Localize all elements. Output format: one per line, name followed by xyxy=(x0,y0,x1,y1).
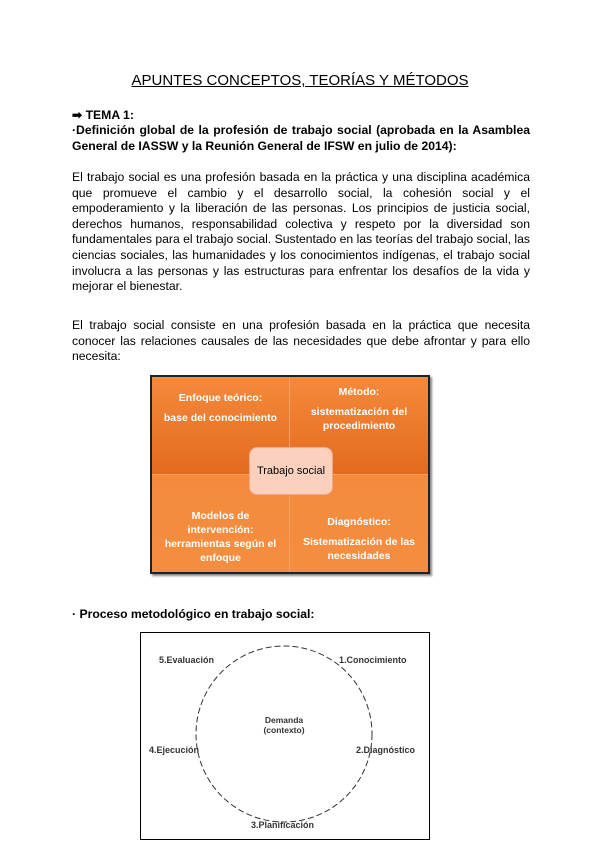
methodological-cycle-diagram xyxy=(140,632,430,840)
quadrant-title: Modelos de intervención: xyxy=(187,509,254,536)
process-heading: · Proceso metodológico en trabajo social: xyxy=(72,607,315,621)
step-planificacion: 3.Planificación xyxy=(251,820,315,830)
quadrant-title: Enfoque teórico: xyxy=(178,392,263,404)
step-ejecucion: 4.Ejecución xyxy=(149,745,200,755)
step-evaluacion: 5.Evaluación xyxy=(159,655,215,665)
cycle-center: Demanda (contexto) xyxy=(263,715,305,735)
paragraph-definition: El trabajo social es una profesión basada en la práctica y una disciplina académica que promueve el cambio y el desarrollo social, la cohesión social y el empoderamiento y la liberación de las personas. Los principios de justicia social, derechos humanos, responsabilidad colectiva y respeto por la diversidad son fundamentales para el trabajo social. Sustentado en las teorías del trabajo social, las ciencias sociales, las humanidades y los conocimientos indígenas, el trabajo social involucra a las personas y las estructuras para enfrentar los desafíos de la vida y mejorar el bienestar. xyxy=(72,170,530,294)
center-node: Trabajo social xyxy=(249,447,333,495)
quadrant-title: Diagnóstico: xyxy=(327,515,391,528)
quadrant-text: herramientas según el enfoque xyxy=(164,537,277,564)
page-title: APUNTES CONCEPTOS, TEORÍAS Y MÉTODOS xyxy=(131,72,469,89)
quadrant-text: base del conocimiento xyxy=(163,412,278,424)
quadrant-text: sistematización del procedimiento xyxy=(310,406,408,432)
step-conocimiento: 1.Conocimiento xyxy=(339,655,407,665)
quadrant-text: Sistematización de las necesidades xyxy=(302,535,416,562)
tema-heading: ➡ TEMA 1: xyxy=(72,108,134,122)
definition-heading: ·Definición global de la profesión de trabajo social (aprobada en la Asamblea General de IASSW y la Reunión General de IFSW en julio de 2014): xyxy=(72,123,530,153)
step-diagnostico: 2.Diagnóstico xyxy=(356,745,416,755)
social-work-quadrant-diagram xyxy=(150,375,430,574)
paragraph-needs: El trabajo social consiste en una profesión basada en la práctica que necesita conocer las relaciones causales de las necesidades que debe afrontar y para ello necesita: xyxy=(72,318,530,364)
quadrant-title: Método: xyxy=(338,386,380,398)
